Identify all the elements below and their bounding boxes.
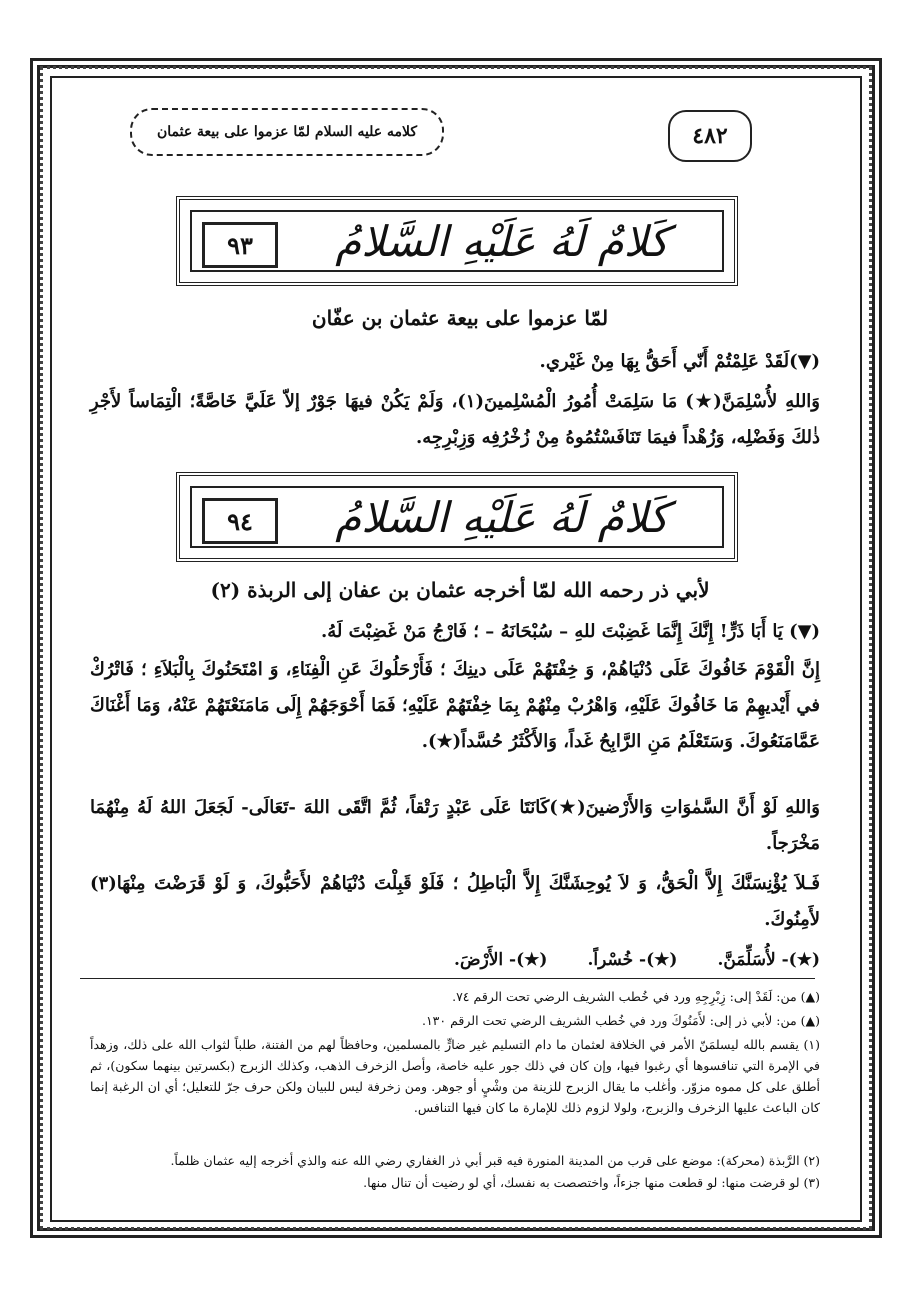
section-94-paragraph-1: (▼) يَا أَبَا ذَرٍّ! إِنَّكَ إِنَّمَا غَضِبْتَ للهِ – سُبْحَانَهُ – ؛ فَارْجُ مَنْ غَضِبْتَ لَهُ. — [320, 621, 820, 642]
section-93-number: ٩٣ — [202, 222, 278, 268]
section-93-paragraph-1: (▼)لَقَدْ عَلِمْتُمْ أَنّي أَحَقُّ بِهَا مِنْ غَيْري. — [539, 351, 820, 372]
variant-reading: (★)- خُسْراً. — [587, 950, 678, 970]
section-93-subtitle: لمّا عزموا على بيعة عثمان بن عفّان — [311, 306, 609, 330]
variant-reading: (★)- الأَرْضَ. — [454, 950, 548, 970]
section-94-title-box — [176, 472, 738, 562]
section-94-subtitle: لأبي ذر رحمه الله لمّا أخرجه عثمان بن عفان إلى الربذة (٢) — [210, 578, 710, 602]
section-94-paragraph-2: إِنَّ الْقَوْمَ خَافُوكَ عَلَى دُنْيَاهُمْ، وَ خِفْتَهُمْ عَلَى دينِكَ ؛ فَأَرْحَلُوكَ عَنِ الْفِنَاءِ، وَ امْتَحَنُوكَ بِالْبَلاَءِ ؛ فَاتْرُكْ في أَيْديهِمْ مَا خَافُوكَ عَلَيْهِ، وَاهْرُبْ مِنْهُمْ بِمَا خِفْتَهُمْ عَلَيْهِ؛ فَمَا أَحْوَجَهُمْ إِلَى مَامَنَعْتَهُمْ عَنْهُ، وَمَا أَغْنَاكَ عَمَّامَنَعُوكَ. وَسَتَعْلَمُ مَنِ الرَّابِحُ غَداً، وَالأَكْثَرُ حُسَّداً(★). — [90, 659, 820, 752]
section-94-paragraph-3: وَاللهِ لَوْ أَنَّ السَّمٰوَاتِ وَالأَرْضينَ(★)كَانَتَا عَلَى عَبْدٍ رَتْقاً، ثُمَّ اتَّقَى اللهَ -تَعَالَى- لَجَعَلَ اللهُ لَهُ مِنْهُمَا مَخْرَجاً. — [90, 797, 820, 854]
section-94-paragraph-4: فَـلاَ يُؤْنِسَنَّكَ إِلاَّ الْحَقُّ، وَ لاَ يُوحِشَنَّكَ إِلاَّ الْبَاطِلُ ؛ فَلَوْ قَبِلْتَ دُنْيَاهُمْ لأَحَبُّوكَ، وَ لَوْ قَرَضْتَ مِنْهَا(٣) لأَمِنُوكَ. — [90, 873, 820, 930]
section-93-title-box — [176, 196, 738, 286]
footnote-divider — [80, 978, 815, 979]
variant-reading: (★)- لأُسَلِّمَنَّ. — [717, 950, 820, 970]
section-94-title: كَلامٌ لَهُ عَلَيْهِ السَّلامُ — [335, 492, 669, 542]
footnote-source-2: (▲) من: لأبي ذر إلى: لأَمَنُوكَ ورد في خُطب الشريف الرضي تحت الرقم ١٣٠. — [421, 1013, 820, 1028]
section-93-paragraph-2: وَاللهِ لأُسْلِمَنَّ(★) مَا سَلِمَتْ أُمُورُ الْمُسْلِمينَ(١)، وَلَمْ يَكُنْ فيهَا جَوْرٌ إلاّ عَلَيَّ خَاصَّةً؛ الْتِمَاساً لأَجْرِ ذٰلكَ وَفَضْلِه، وَزُهْداً فيمَا تَنَافَسْتُمُوهُ مِنْ زُخْرُفِه وَزِبْرِجِه. — [90, 391, 820, 448]
footnote-1: (١) يقسم بالله ليسلمَنّ الأمر في الخلافة لعثمان ما دام التسليم غير ضارٍّ بالمسلمين، وحافظاً لهم من الفتنة، طلباً لثواب الله على ذلك، وزهداً في الإمرة التي تنافسوها أي رغبوا فيها، وإن كان في ذلك جور عليه خاصة، وأصل الزخرف الذهب، وكذلك الزبرج (بكسرتين بينهما سكون)، ثم أطلق على كل مموه مزوّر. وأغلب ما يقال الزبرج للزينة من وشْيٍ أو جوهر. ومن زخرفة ليس للبيان ولكن حرف جرّ للتعليل؛ أي ان الرغبة إنما كان الباعث عليها الزخرف والزبرج، ولولا لزوم ذلك للإمارة ما كان فيها التنافس. — [90, 1037, 820, 1115]
footnote-3: (٣) لو قرضت منها: لو قطعت منها جزءاً، واختصصت به نفسك، أي لو رضيت أن تنال منها. — [363, 1175, 820, 1190]
page-number: ٤٨٢ — [668, 110, 752, 162]
footnote-source-1: (▲) من: لَقَدْ إلى: زِبْرِجِهِ ورد في خُطب الشريف الرضي تحت الرقم ٧٤. — [452, 989, 820, 1004]
variant-readings — [380, 950, 820, 970]
running-header: كلامه عليه السلام لمّا عزموا على بيعة عثمان — [130, 108, 444, 156]
footnote-2: (٢) الرَّبذة (محركة): موضع على قرب من المدينة المنورة فيه قبر أبي ذر الغفاري رضي الله عنه والذي أخرجه إليه عثمان ظلماً. — [170, 1153, 820, 1168]
section-93-title: كَلامٌ لَهُ عَلَيْهِ السَّلامُ — [335, 216, 669, 266]
section-94-number: ٩٤ — [202, 498, 278, 544]
